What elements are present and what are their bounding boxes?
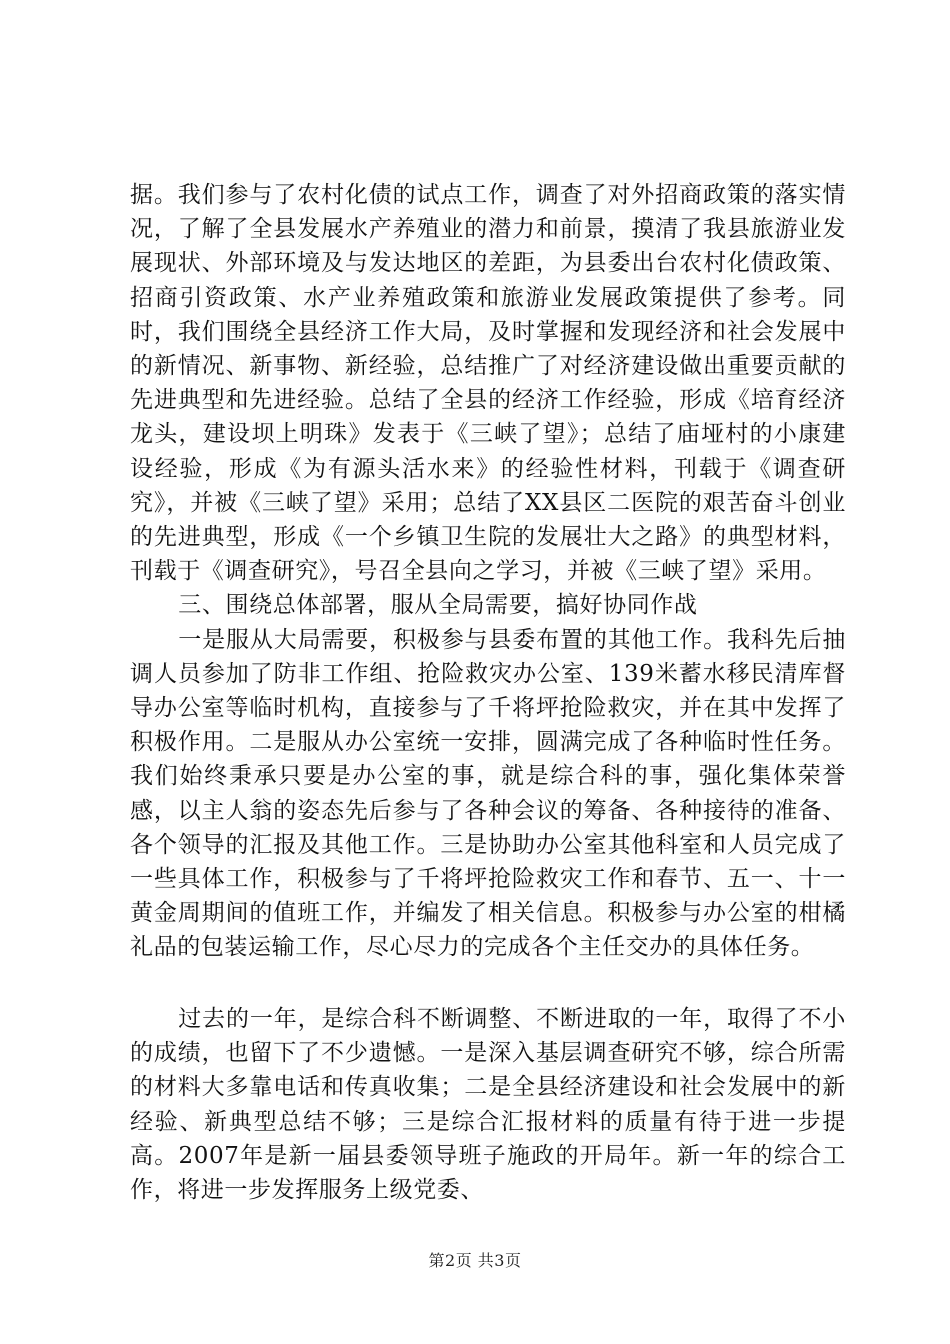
body-text-upper [130, 178, 846, 965]
paragraph-cooperation: 一是服从大局需要，积极参与县委布置的其他工作。我科先后抽调人员参加了防非工作组、抢险救灾办公室、139米蓄水移民清库督导办公室等临时机构，直接参与了千将坪抢险救灾，并在其中发挥了积极作用。二是服从办公室统一安排，圆满完成了各种临时性任务。我们始终秉承只要是办公室的事，就是综合科的事，强化集体荣誉感，以主人翁的姿态先后参与了各种会议的筹备、各种接待的准备、各个领导的汇报及其他工作。三是协助办公室其他科室和人员完成了一些具体工作，积极参与了千将坪抢险救灾工作和春节、五一、十一黄金周期间的值班工作，并编发了相关信息。积极参与办公室的柑橘礼品的包装运输工作，尽心尽力的完成各个主任交办的具体任务。 [130, 626, 846, 961]
section-heading-3: 三、围绕总体部署，服从全局需要，搞好协同作战 [178, 592, 698, 619]
page-number-footer: 第2页 共3页 [428, 1251, 522, 1270]
paragraph-findings: 据。我们参与了农村化债的试点工作，调查了对外招商政策的落实情况，了解了全县发展水产养殖业的潜力和前景，摸清了我县旅游业发展现状、外部环境及与发达地区的差距，为县委出台农村化债政策、招商引资政策、水产业养殖政策和旅游业发展政策提供了参考。同时，我们围绕全县经济工作大局，及时掌握和发现经济和社会发展中的新情况、新事物、新经验，总结推广了对经济建设做出重要贡献的先进典型和先进经验。总结了全县的经济工作经验，形成《培育经济龙头，建设坝上明珠》发表于《三峡了望》；总结了庙垭村的小康建设经验，形成《为有源头活水来》的经验性材料，刊载于《调查研究》，并被《三峡了望》采用；总结了XX县区二医院的艰苦奋斗创业的先进典型，形成《一个乡镇卫生院的发展壮大之路》的典型材料，刊载于《调查研究》，号召全县向之学习，并被《三峡了望》采用。 [130, 182, 846, 585]
paragraph-summary: 过去的一年，是综合科不断调整、不断进取的一年，取得了不小的成绩，也留下了不少遗憾。一是深入基层调查研究不够，综合所需的材料大多靠电话和传真收集；二是全县经济建设和社会发展中的新经验、新典型总结不够；三是综合汇报材料的质量有待于进一步提高。2007年是新一届县委领导班子施政的开局年。新一年的综合工作，将进一步发挥服务上级党委、 [130, 1006, 846, 1204]
body-text-lower [130, 1002, 846, 1207]
